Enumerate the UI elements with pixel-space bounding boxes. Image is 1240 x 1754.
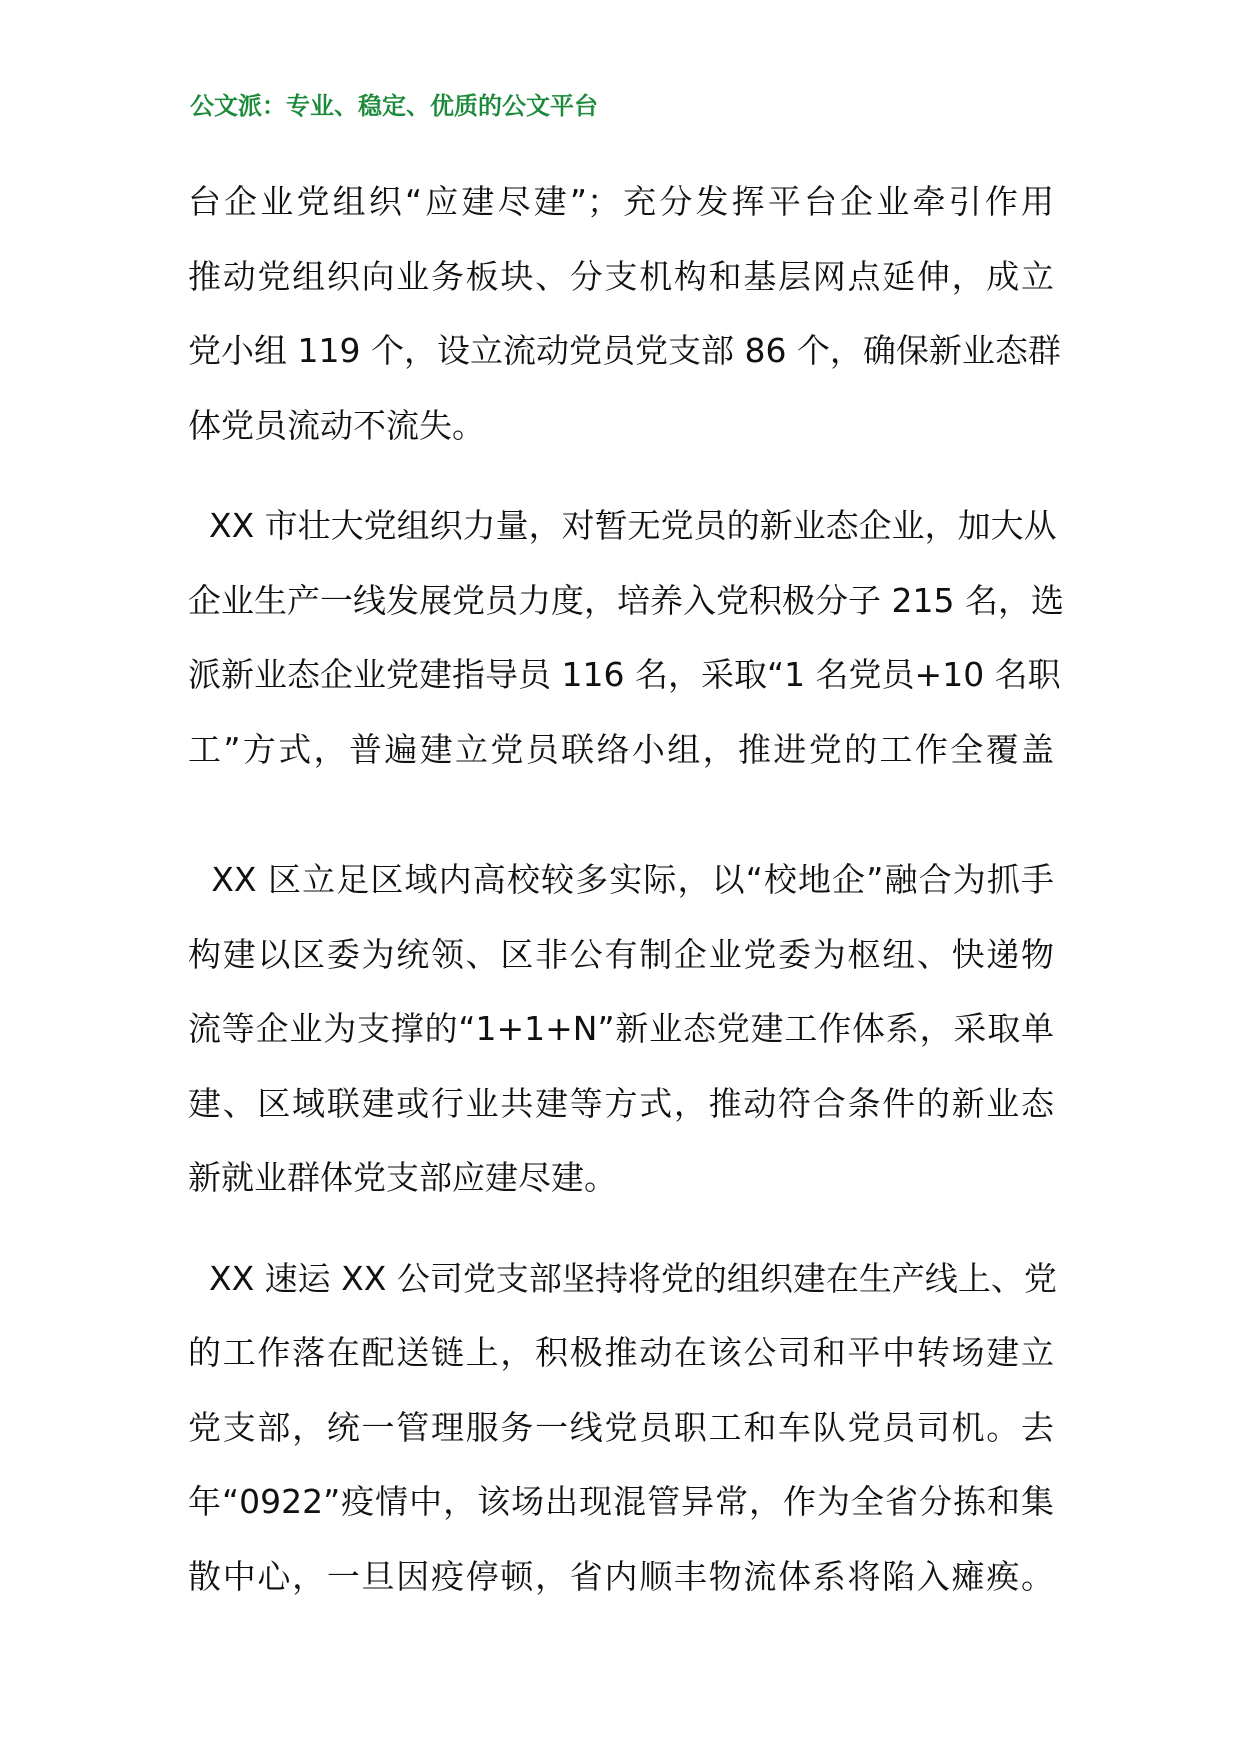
text-line: 台企业党组织“应建尽建”；充分发挥平台企业牵引作用 <box>188 182 1054 221</box>
text-line: 推动党组织向业务板块、分支机构和基层网点延伸，成立 <box>188 256 1054 296</box>
header-banner: 公文派：专业、稳定、优质的公文平台 <box>190 92 598 120</box>
text-line: 新就业群体党支部应建尽建。 <box>188 1158 617 1197</box>
text-line: 的工作落在配送链上，积极推动在该公司和平中转场建立 <box>188 1333 1054 1372</box>
text-line: 工”方式，普遍建立党员联络小组，推进党的工作全覆盖 <box>188 729 1054 769</box>
text-line: XX 市壮大党组织力量，对暂无党员的新业态企业，加大从 <box>188 506 1057 545</box>
text-line: 流等企业为支撑的“1+1+N”新业态党建工作体系，采取单 <box>188 1009 1054 1048</box>
paragraph-4 <box>188 1242 1057 1615</box>
text-line: 年“0922”疫情中，该场出现混管异常，作为全省分拣和集 <box>188 1482 1054 1521</box>
text-line: 体党员流动不流失。 <box>188 405 485 445</box>
text-line: 散中心，一旦因疫停顿，省内顺丰物流体系将陷入瘫痪。 <box>188 1556 1054 1596</box>
text-line: 党支部，统一管理服务一线党员职工和车队党员司机。去 <box>188 1407 1054 1447</box>
text-line: 派新业态企业党建指导员 116 名，采取“1 名党员+10 名职 <box>188 655 1061 694</box>
paragraph-2 <box>188 489 1064 787</box>
paragraph-3 <box>188 843 1054 1216</box>
text-line: 构建以区委为统领、区非公有制企业党委为枢纽、快递物 <box>188 934 1054 974</box>
text-line: 建、区域联建或行业共建等方式，推动符合条件的新业态 <box>188 1083 1054 1123</box>
text-line: 党小组 119 个，设立流动党员党支部 86 个，确保新业态群 <box>188 331 1061 370</box>
text-line: XX 速运 XX 公司党支部坚持将党的组织建在生产线上、党 <box>188 1258 1057 1298</box>
text-line: XX 区立足区域内高校较多实际，以“校地企”融合为抓手 <box>188 860 1054 899</box>
text-line: 企业生产一线发展党员力度，培养入党积极分子 215 名，选 <box>188 580 1064 620</box>
document-body <box>188 165 1064 1614</box>
paragraph-1 <box>188 165 1061 463</box>
